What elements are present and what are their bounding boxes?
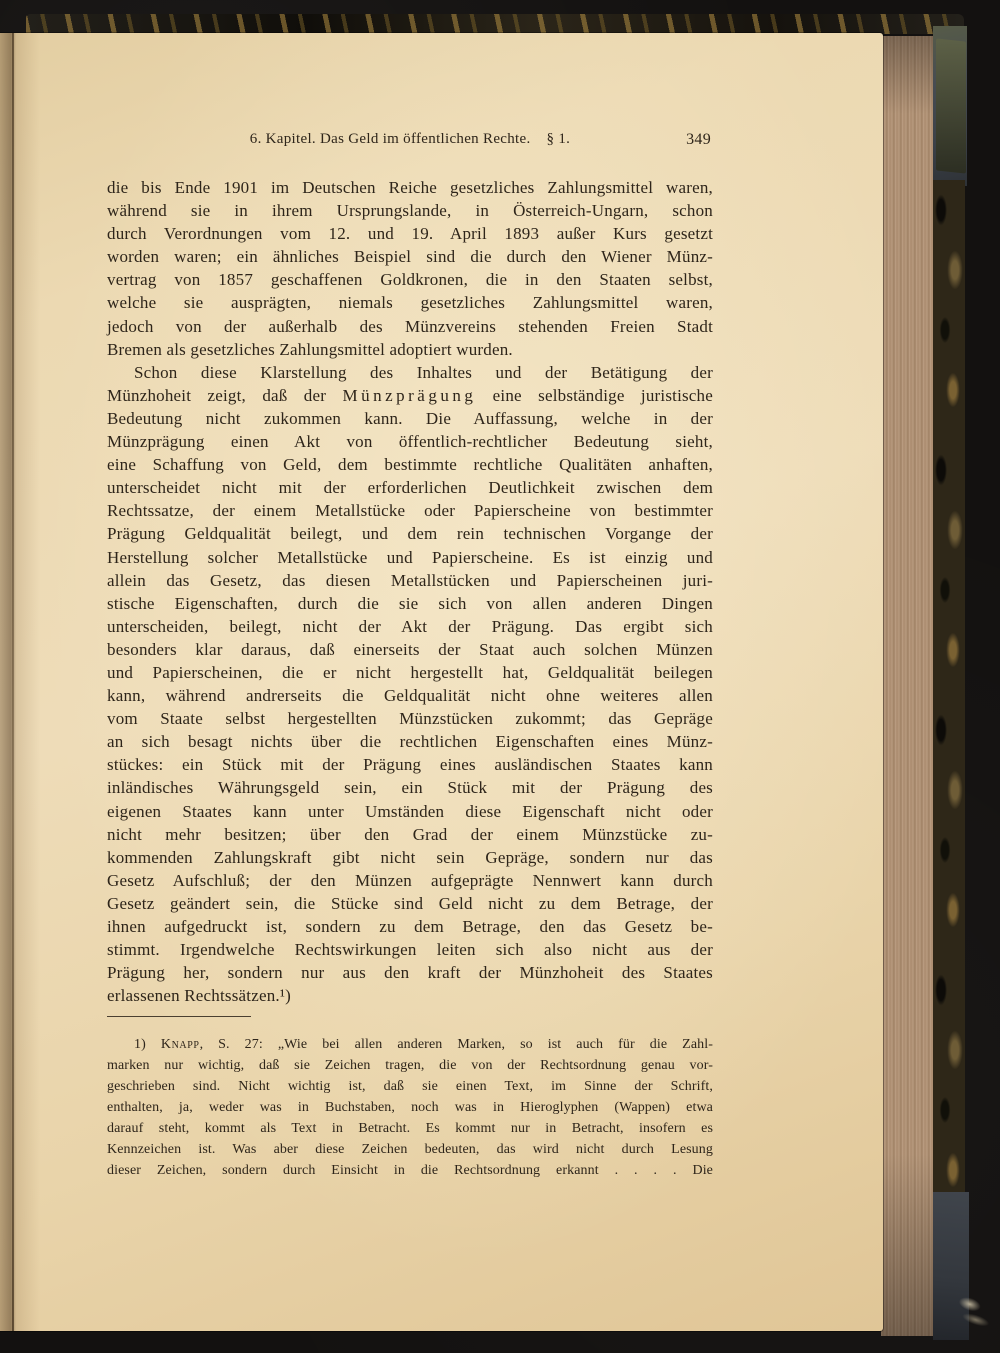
section-mark: § 1. xyxy=(546,131,571,147)
running-title: 6. Kapitel. Das Geld im öffentlichen Rechte. xyxy=(249,131,531,147)
main-text xyxy=(107,176,713,1007)
text-line: enthalten, ja, weder was in Buchstaben, noch was in Hieroglyphen (Wappen) etwa xyxy=(107,1100,713,1115)
text-line: und Papierscheinen, die er nicht hergestellt hat, Geldqualität beilegen xyxy=(107,662,713,682)
text-line: Gesetz geändert sein, die Stücke sind Geld nicht zu dem Betrage, der xyxy=(107,893,713,913)
footnote xyxy=(107,1034,713,1181)
text-line: stimmt. Irgendwelche Rechtswirkungen leiten sich also nicht aus der xyxy=(107,940,713,960)
text-line: Gesetz Aufschluß; der den Münzen aufgeprägte Nennwert kann durch xyxy=(107,870,713,890)
text-line: welche sie ausprägten, niemals gesetzliches Zahlungsmittel waren, xyxy=(107,293,713,313)
text-line: eigenen Staates kann unter Umständen diese Eigenschaft nicht oder xyxy=(107,801,713,821)
paragraph-muenzpraegung xyxy=(107,361,713,1008)
text-line: Rechtssatze, der einem Metallstücke oder Papierscheine von bestimmter xyxy=(107,501,713,521)
author-name-smallcaps: Knapp xyxy=(160,1037,200,1052)
text-line: eine Schaffung von Geld, dem bestimmte rechtliche Qualitäten anhaften, xyxy=(107,455,713,475)
text-line: Bremen als gesetzliches Zahlungsmittel adoptiert wurden. xyxy=(107,339,513,359)
page-fore-edge xyxy=(881,36,935,1336)
gutter-shadow xyxy=(0,33,44,1331)
text-line: marken nur wichtig, daß sie Zeichen tragen, die von der Rechtsordnung genau vor- xyxy=(107,1058,713,1073)
book-page xyxy=(0,33,883,1331)
text-line: jedoch von der außerhalb des Münzvereins stehenden Freien Stadt xyxy=(107,316,713,336)
text-line: Münzprägung einen Akt von öffentlich-rechtlicher Bedeutung sieht, xyxy=(107,432,713,452)
text-line: darauf steht, kommt als Text in Betracht. Es kommt nur in Betracht, insofern es xyxy=(107,1121,713,1136)
gutter-crease xyxy=(12,33,14,1331)
text-line: Schon diese Klarstellung des Inhaltes und der Betätigung der xyxy=(134,362,713,382)
text-line: inländisches Währungsgeld sein, ein Stück mit der Prägung des xyxy=(107,778,713,798)
text-line: erlassenen Rechtssätzen.¹) xyxy=(107,986,291,1006)
text-line: besonders klar daraus, daß einerseits der Staat auch solchen Münzen xyxy=(107,639,713,659)
text-line: unterscheiden, beilegt, nicht der Akt der Prägung. Das ergibt sich xyxy=(107,616,713,636)
text-line: ihnen aufgedruckt ist, sondern zu dem Betrage, den das Gesetz be- xyxy=(107,917,713,936)
text-line: 1) Knapp, S. 27: „Wie bei allen anderen Marken, so ist auch für die Zahl- xyxy=(134,1037,713,1052)
text-line: Kennzeichen ist. Was aber diese Zeichen bedeuten, das wird nicht durch Lesung xyxy=(107,1142,713,1157)
marbled-cover-edge xyxy=(933,180,965,1192)
page-header xyxy=(107,131,713,155)
text-line: geschrieben sind. Nicht wichtig ist, daß sie einen Text, im Sinne der Schrift, xyxy=(107,1079,713,1094)
text-line: an sich besagt nichts über die rechtlichen Eigenschaften eines Münz- xyxy=(107,732,713,752)
text-line: durch Verordnungen vom 12. und 19. April 1893 außer Kurs gesetzt xyxy=(107,224,713,244)
text-line: kommenden Zahlungskraft gibt nicht sein Gepräge, sondern nur das xyxy=(107,847,713,867)
text-line: stische Eigenschaften, durch die sie sich von allen anderen Dingen xyxy=(107,593,713,613)
text-line: die bis Ende 1901 im Deutschen Reiche gesetzliches Zahlungsmittel waren, xyxy=(107,178,713,197)
book-top-edge xyxy=(26,14,964,34)
text-line: Prägung Geldqualität beilegt, und dem rein technischen Vorgange der xyxy=(107,524,713,544)
text-line: Herstellung solcher Metallstücke und Papierscheine. Es ist einzig und xyxy=(107,547,713,567)
text-line: während sie in ihrem Ursprungslande, in Österreich-Ungarn, schon xyxy=(107,201,713,221)
text-line: vertrag von 1857 geschaffenen Goldkronen, die in den Staaten selbst, xyxy=(107,270,713,290)
text-line: Bedeutung nicht zukommen kann. Die Auffassung, welche in der xyxy=(107,408,713,428)
text-line: kann, während andrerseits die Geldqualität nicht ohne weiteres allen xyxy=(107,686,713,706)
text-line: unterscheidet nicht mit der erforderlichen Deutlichkeit zwischen dem xyxy=(107,478,713,498)
text-line: stückes: ein Stück mit der Prägung eines ausländischen Staates kann xyxy=(107,755,713,775)
page-number: 349 xyxy=(686,131,711,148)
text-line: worden waren; ein ähnliches Beispiel sind die durch den Wiener Münz- xyxy=(107,247,713,267)
text-line: allein das Gesetz, das diesen Metallstücken und Papierscheinen juri- xyxy=(107,570,713,590)
text-line: dieser Zeichen, sondern durch Einsicht in die Rechtsordnung erkannt . . . . Die xyxy=(107,1163,713,1178)
text-line: nicht mehr besitzen; über den Grad der einem Münzstücke zu- xyxy=(107,824,713,844)
text-line: Münzhoheit zeigt, daß der Münzprägung eine selbständige juristische xyxy=(107,385,713,405)
letterspaced-word: Münzprägung xyxy=(342,385,477,405)
footnote-separator xyxy=(107,1016,251,1017)
cover-corner-top xyxy=(936,38,966,173)
text-line: Prägung her, sondern nur aus den kraft der Münzhoheit des Staates xyxy=(107,963,713,983)
text-line: vom Staate selbst hergestellten Münzstücken zukommt; das Gepräge xyxy=(107,709,713,729)
paragraph-continuation xyxy=(107,176,713,361)
